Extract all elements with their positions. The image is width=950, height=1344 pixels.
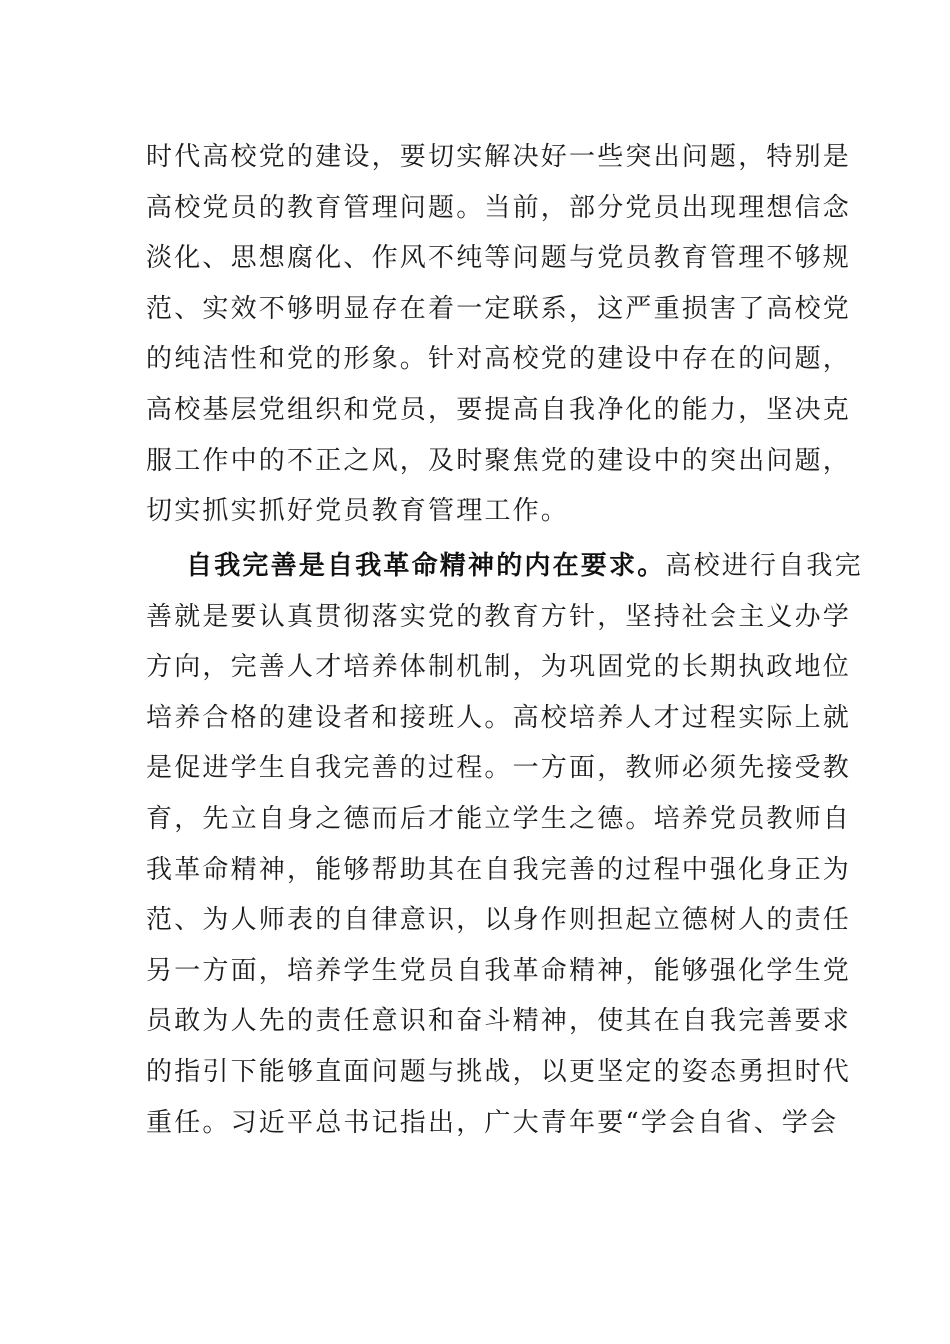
paragraph-line: 范、为人师表的自律意识，以身作则担起立德树人的责任 [146, 905, 852, 936]
paragraph-line: 的指引下能够直面问题与挑战，以更坚定的姿态勇担时代 [146, 1056, 852, 1087]
paragraph-line: 高校党员的教育管理问题。当前，部分党员出现理想信念 [146, 192, 852, 223]
paragraph-self-improvement [146, 541, 863, 1148]
paragraph-line: 时代高校党的建设，要切实解决好一些突出问题，特别是 [146, 142, 852, 172]
paragraph-line: 育，先立自身之德而后才能立学生之德。培养党员教师自 [146, 803, 852, 834]
paragraph-line: 另一方面，培养学生党员自我革命精神，能够强化学生党 [146, 955, 852, 986]
paragraph-party-building [146, 132, 852, 537]
paragraph-line: 服工作中的不正之风，及时聚焦党的建设中的突出问题， [146, 445, 852, 476]
paragraph-line: 培养合格的建设者和接班人。高校培养人才过程实际上就 [146, 702, 852, 733]
paragraph-line: 方向，完善人才培养体制机制，为巩固党的长期执政地位 [146, 652, 852, 683]
paragraph-first-line [146, 541, 863, 592]
paragraph-line-rest: 高校进行自我完 [665, 551, 863, 581]
paragraph-line: 我革命精神，能够帮助其在自我完善的过程中强化身正为 [146, 854, 852, 885]
paragraph-line: 善就是要认真贯彻落实党的教育方针，坚持社会主义办学 [146, 601, 852, 632]
paragraph-line: 范、实效不够明显存在着一定联系，这严重损害了高校党 [146, 293, 852, 324]
paragraph-line: 高校基层党组织和党员，要提高自我净化的能力，坚决克 [146, 394, 852, 425]
paragraph-line: 的纯洁性和党的形象。针对高校党的建设中存在的问题， [146, 344, 852, 375]
paragraph-line: 员敢为人先的责任意识和奋斗精神，使其在自我完善要求 [146, 1006, 852, 1037]
paragraph-line: 淡化、思想腐化、作风不纯等问题与党员教育管理不够规 [146, 243, 852, 274]
paragraph-line: 切实抓实抓好党员教育管理工作。 [146, 496, 570, 527]
paragraph-lead-sentence: 自我完善是自我革命精神的内在要求。 [186, 551, 666, 581]
paragraph-line: 重任。习近平总书记指出，广大青年要“学会自省、学会 [146, 1107, 839, 1138]
paragraph-line: 是促进学生自我完善的过程。一方面，教师必须先接受教 [146, 753, 852, 784]
